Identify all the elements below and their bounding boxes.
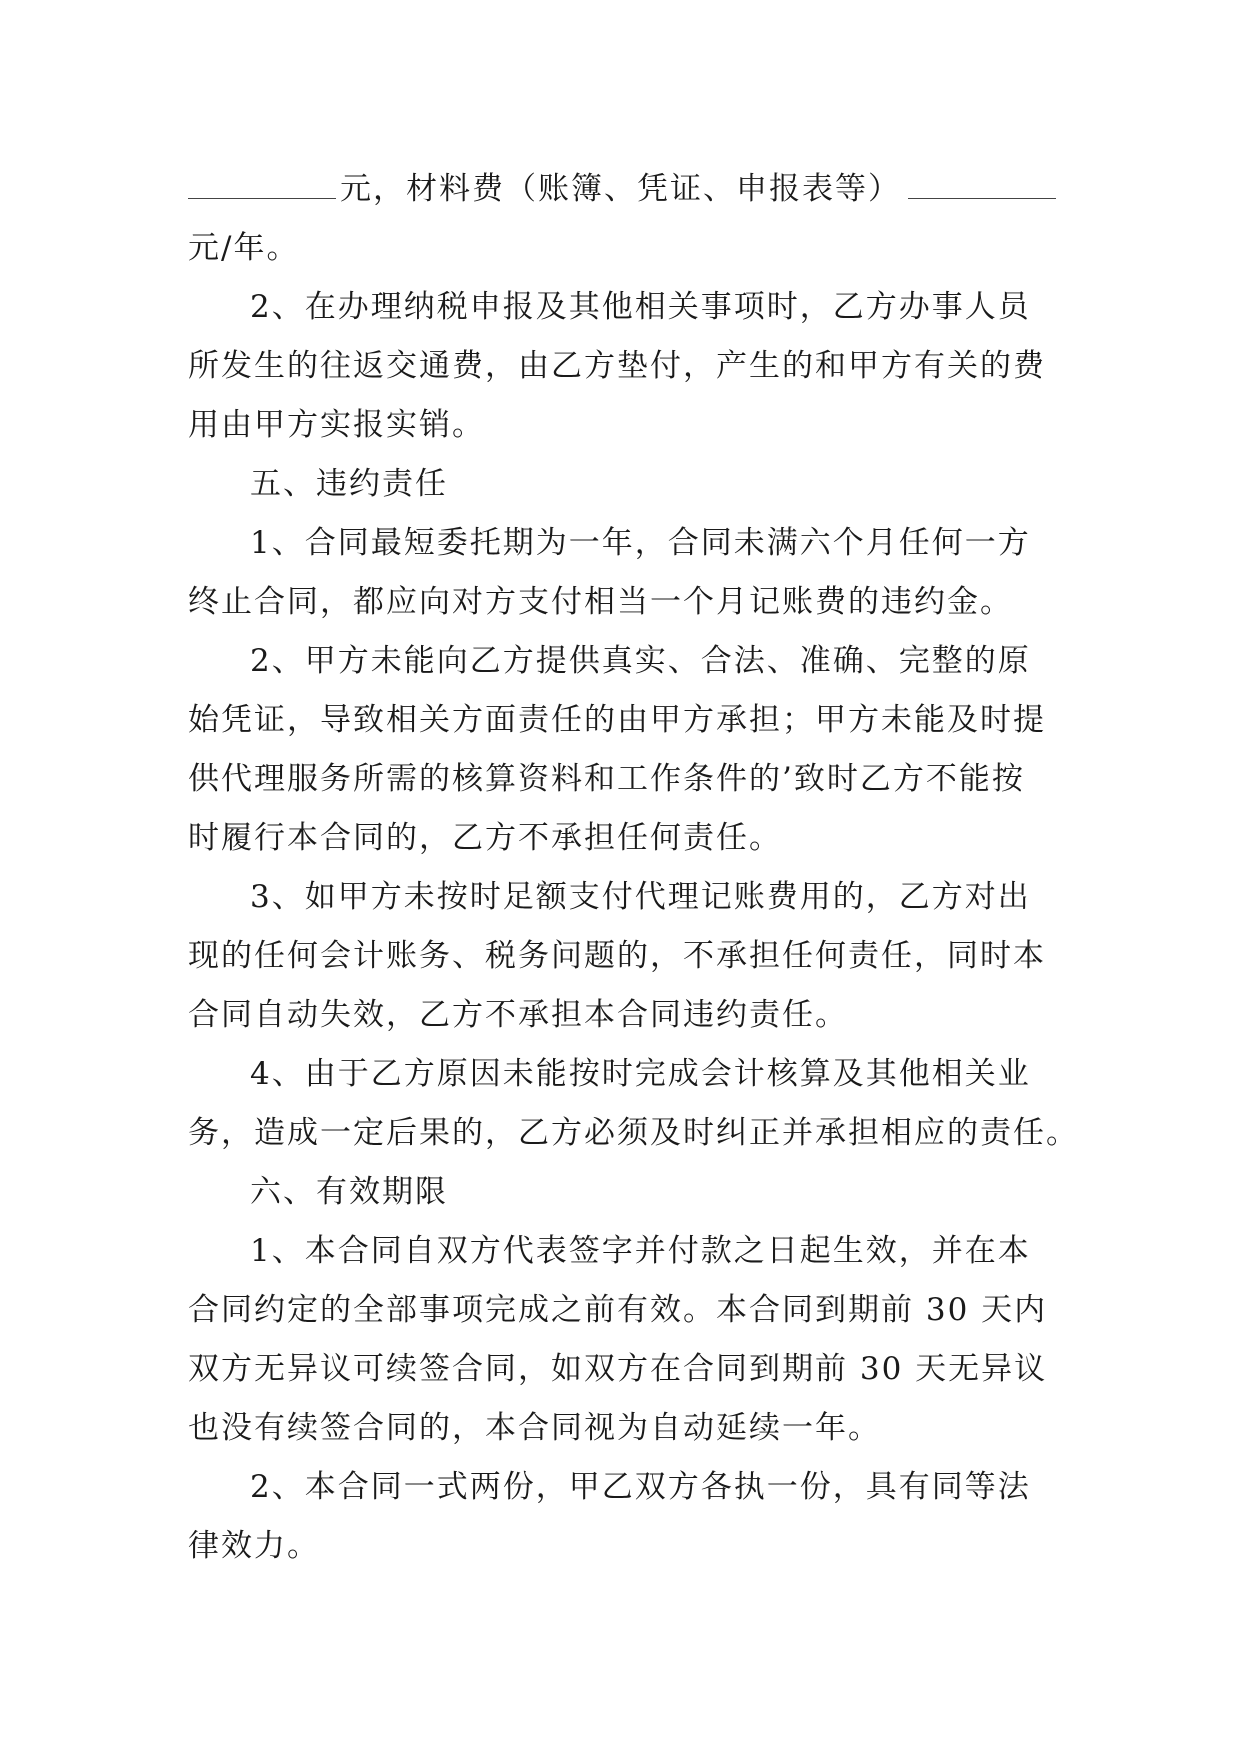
fee-clause-text-b: 元/年。 xyxy=(188,230,300,266)
section-5-item-4 xyxy=(188,1045,1079,1163)
paragraph-line: 终止合同，都应向对方支付相当一个月记账费的违约金。 xyxy=(188,584,1013,620)
paragraph-line: 供代理服务所需的核算资料和工作条件的’致时乙方不能按 xyxy=(188,761,1025,797)
section-5-item-3 xyxy=(188,868,1056,1045)
paragraph-line: 合同自动失效，乙方不承担本合同违约责任。 xyxy=(188,997,848,1033)
paragraph-line: 时履行本合同的，乙方不承担任何责任。 xyxy=(188,820,782,856)
section-6-heading: 六、有效期限 xyxy=(250,1174,448,1210)
document-page xyxy=(188,160,1079,1576)
section-6-item-2 xyxy=(188,1458,1056,1576)
section-5-item-1 xyxy=(188,514,1056,632)
paragraph-line: 2、本合同一式两份，甲乙双方各执一份，具有同等法 xyxy=(250,1469,1031,1505)
section-5-item-2 xyxy=(188,632,1056,868)
paragraph-line: 2、甲方未能向乙方提供真实、合法、准确、完整的原 xyxy=(250,643,1031,679)
fee-clause-text-a: 元，材料费（账簿、凭证、申报表等） xyxy=(340,171,901,207)
paragraph-line: 务，造成一定后果的，乙方必须及时纠正并承担相应的责任。 xyxy=(188,1115,1079,1151)
fee-clause xyxy=(188,160,1056,278)
transport-fee-paragraph xyxy=(188,278,1056,455)
paragraph-line: 用由甲方实报实销。 xyxy=(188,407,485,443)
paragraph-line: 合同约定的全部事项完成之前有效。本合同到期前 30 天内 xyxy=(188,1292,1048,1328)
paragraph-line: 1、本合同自双方代表签字并付款之日起生效，并在本 xyxy=(250,1233,1031,1269)
blank-field-amount-2 xyxy=(908,168,1056,199)
blank-field-amount-1 xyxy=(188,168,336,199)
fee-clause-left xyxy=(188,160,901,219)
paragraph-line: 现的任何会计账务、税务问题的，不承担任何责任，同时本 xyxy=(188,938,1046,974)
paragraph-line: 所发生的往返交通费，由乙方垫付，产生的和甲方有关的费 xyxy=(188,348,1046,384)
paragraph-line: 始凭证，导致相关方面责任的由甲方承担；甲方未能及时提 xyxy=(188,702,1046,738)
paragraph-line: 3、如甲方未按时足额支付代理记账费用的，乙方对出 xyxy=(250,879,1031,915)
paragraph-line: 4、由于乙方原因未能按时完成会计核算及其他相关业 xyxy=(250,1056,1031,1092)
fee-clause-line-1 xyxy=(188,160,1056,219)
section-5-heading: 五、违约责任 xyxy=(250,466,448,502)
paragraph-line: 1、合同最短委托期为一年，合同未满六个月任何一方 xyxy=(250,525,1031,561)
section-6-item-1 xyxy=(188,1222,1056,1458)
paragraph-line: 律效力。 xyxy=(188,1528,320,1564)
paragraph-line: 双方无异议可续签合同，如双方在合同到期前 30 天无异议 xyxy=(188,1351,1048,1387)
paragraph-line: 2、在办理纳税申报及其他相关事项时，乙方办事人员 xyxy=(250,289,1031,325)
paragraph-line: 也没有续签合同的，本合同视为自动延续一年。 xyxy=(188,1410,881,1446)
